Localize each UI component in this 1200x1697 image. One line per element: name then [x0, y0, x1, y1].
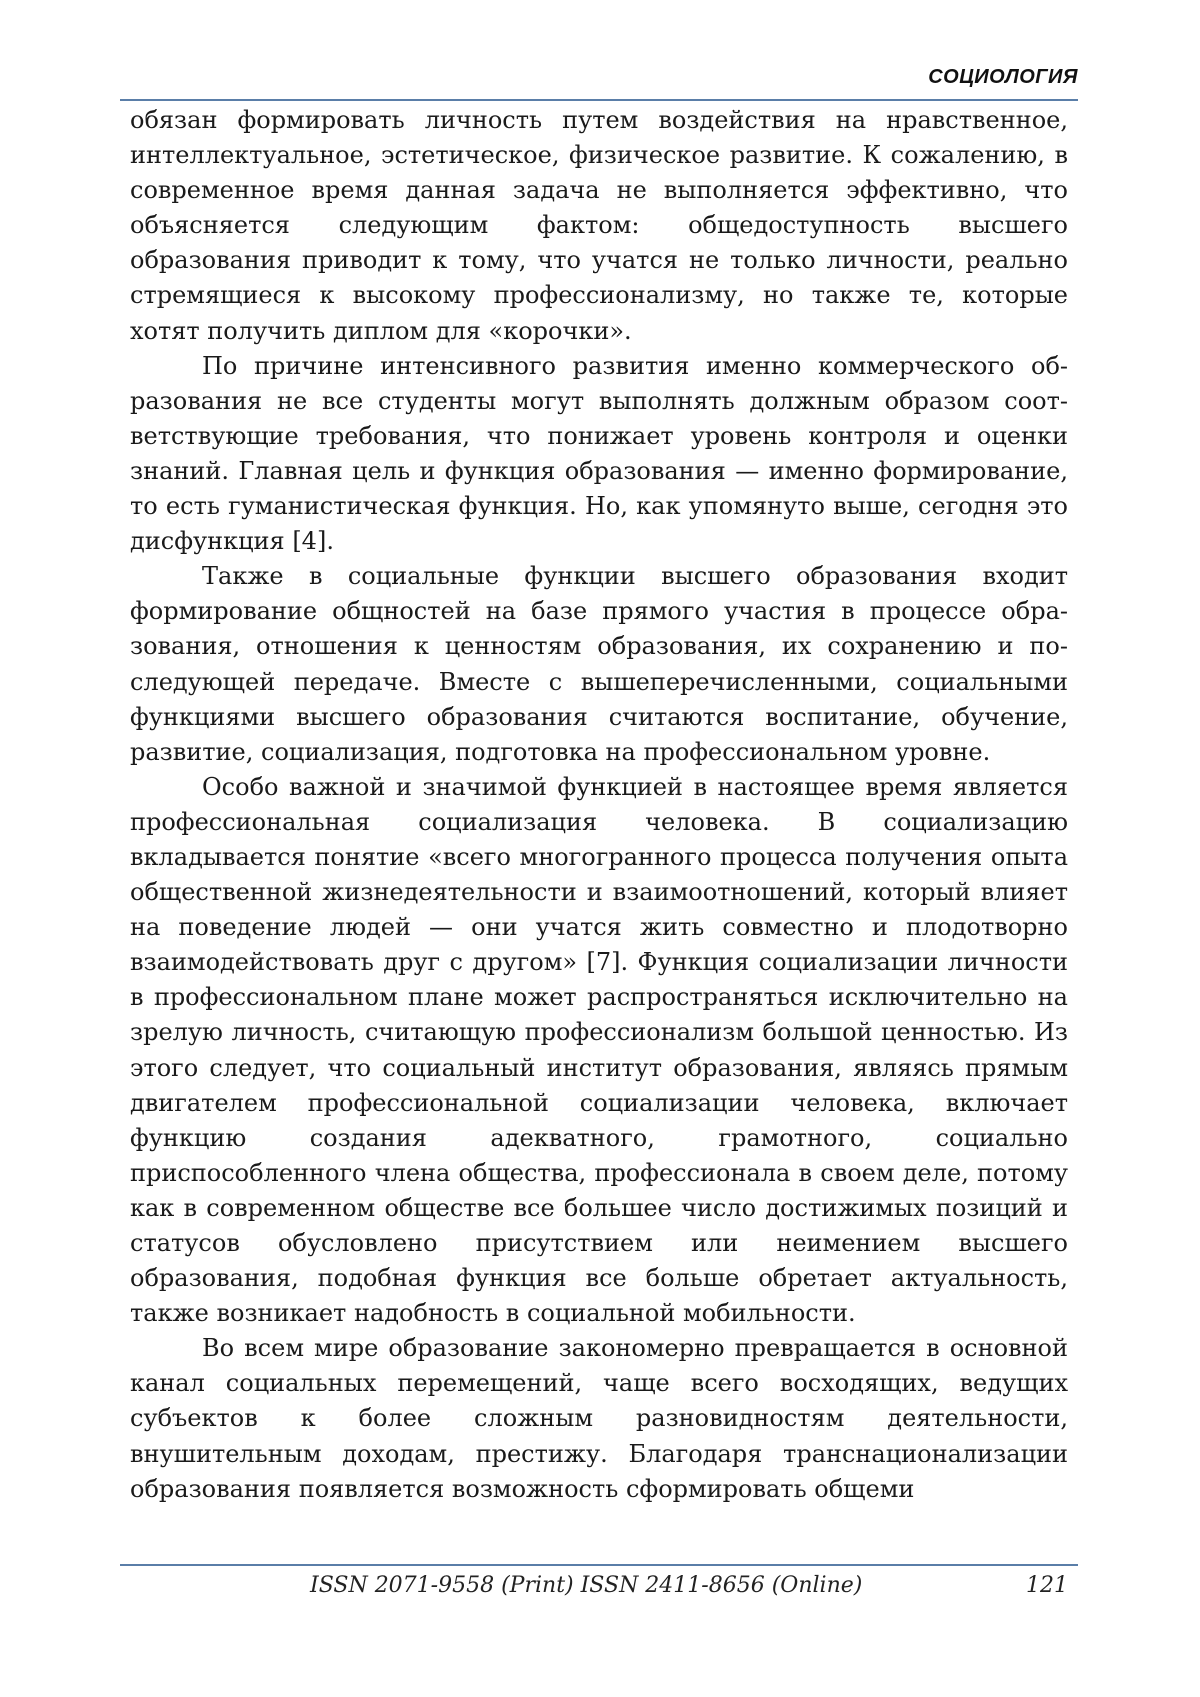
- footer-divider: [120, 1564, 1078, 1566]
- page-number: 121: [1026, 1573, 1068, 1598]
- running-header-section-title: СОЦИОЛОГИЯ: [928, 66, 1078, 88]
- paragraph-3: Также в социальные функции высшего образования входит формирование общностей на базе прямого участия в процессе образования, отношения к ценностям образования, их сохранению и последующей передаче. Вместе с вышеперечисленными, социальными функциями высшего образования считаются воспитание, обучение, развитие, социализация, подготовка на профессиональном уровне.: [130, 562, 1068, 766]
- page-footer: [120, 1573, 1078, 1603]
- article-body: [130, 103, 1068, 1507]
- paragraph-1: обязан формировать личность путем воздействия на нравственное, интеллектуальное, эстетическое, физическое развитие. К сожалению, в современное время данная задача не выполняется эффективно, что объясняется следующим фактом: общедоступность высшего образования приводит к тому, что учатся не только личности, реально стремящиеся к высокому профессионализму, но также те, которые хотят получить диплом для «корочки».: [130, 106, 1068, 345]
- paragraph-5: Во всем мире образование закономерно превращается в основной канал социальных перемещений, чаще всего восходящих, ведущих субъектов к более сложным разновидностям деятельности, внушительным доходам, престижу. Благодаря транснационализации образования появляется возможность сформировать общеми: [130, 1334, 1068, 1503]
- issn-line: ISSN 2071-9558 (Print) ISSN 2411-8656 (Online): [310, 1573, 863, 1598]
- paragraph-4: Особо важной и значимой функцией в настоящее время является профессиональная социализация человека. В социализацию вкладывается понятие «всего многогранного процесса получения опыта общественной жизнедеятельности и взаимоотношений, который влияет на поведение людей — они учатся жить совместно и плодотворно взаимодействовать друг с другом» [7]. Функция социализации личности в профессиональном плане может распространяться исключительно на зрелую личность, считающую профессионализм большой ценностью. Из этого следует, что социальный институт образования, являясь прямым двигателем профессиональной социализации человека, включает функцию создания адекватного, грамотного, социально приспособленного члена общества, профессионала в своем деле, потому как в современном обществе все большее число достижимых позиций и статусов обусловлено присутствием или неимением высшего образования, подобная функция все больше обретает актуальность, также возникает надобность в социальной мобильности.: [130, 772, 1068, 1328]
- paragraph-2: По причине интенсивного развития именно коммерческого образования не все студенты могут выполнять должным образом соответствующие требования, что понижает уровень контроля и оценки знаний. Главная цель и функция образования — именно формирование, то есть гуманистическая функция. Но, как упомянуто выше, сегодня это дисфункция [4].: [130, 351, 1068, 556]
- header-divider: [120, 99, 1078, 101]
